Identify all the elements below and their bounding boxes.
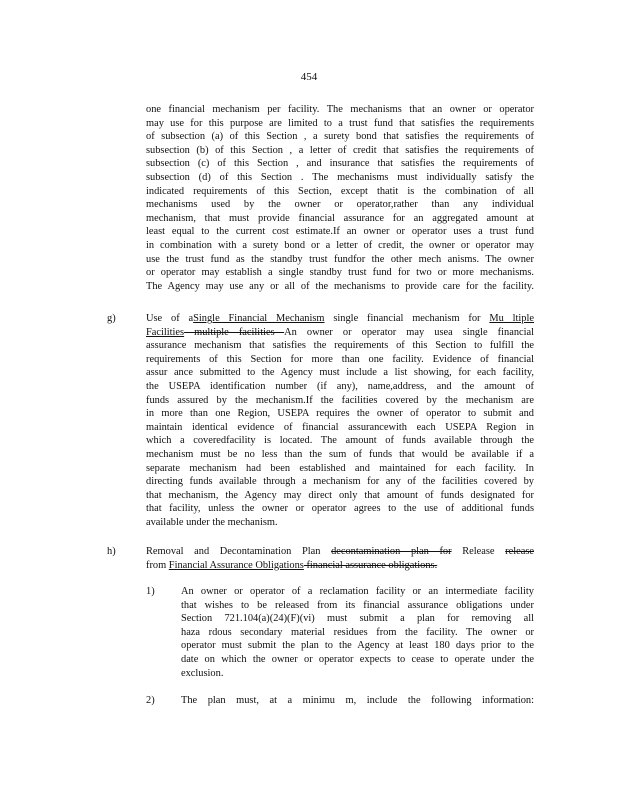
section-g-line: directing funds available through a mechanism for any of the facilities covered by [146, 476, 534, 488]
section-g-line: that facility, unless the owner or operator agrees to the use of additional funds [146, 503, 534, 515]
section-h-label: h) [107, 546, 116, 557]
item-1-line: date on which the owner or operator expects to cease to operate under the [181, 653, 534, 665]
text-run: from [146, 559, 169, 571]
section-g-line: available under the mechanism. [146, 516, 278, 528]
section-g-line: the USEPA identification number (if any), name,address, and the amount of [146, 380, 534, 392]
text-run: Use of a [146, 313, 194, 324]
text-run: An owner or operator may usea single financial [284, 326, 534, 338]
lead-line: indicated requirements of this Section, except thatit is the combination of all [146, 185, 534, 197]
text-run: Removal and Decontamination Plan [146, 546, 332, 557]
item-1-line: operator must submit the plan to the Agency at least 180 days prior to the [181, 640, 534, 652]
item-1-label: 1) [146, 586, 155, 597]
item-2-line: The plan must, at a minimu m, include the following information: [181, 695, 534, 706]
section-g-line: assurance mechanism that satisfies the requirements of this Section to fulfill the [146, 340, 534, 352]
text-run: single financial mechanism for [324, 313, 490, 324]
item-1-line: exclusion. [181, 667, 224, 679]
lead-line: subsection (c) of this Section , and insurance that satisfies the requirements of [146, 158, 534, 170]
lead-line: or operator may establish a single standby trust fund for two or more mechanisms. [146, 267, 534, 279]
section-g-line: funds assured by the mechanism.If the facilities covered by the mechanism are [146, 394, 534, 406]
item-2-body [181, 694, 534, 708]
inserted-text: Mu ltiple [489, 313, 534, 324]
section-g-body [146, 312, 534, 530]
section-g-label: g) [107, 313, 116, 324]
section-g-line: that mechanism, the Agency may direct only that amount of funds designated for [146, 489, 534, 501]
lead-line: use the trust fund as the standby trust fundfor the other mech anisms. The owner [146, 253, 534, 265]
lead-line: in combination with a surety bond or a letter of credit, the owner or operator may [146, 239, 534, 251]
section-g-line: separate mechanism had been established and maintained for each facility. In [146, 462, 534, 474]
section-h-heading [146, 545, 534, 572]
deleted-text: multiple facilities [184, 326, 285, 338]
item-1-line: haza rdous secondary material residues from the facility. The owner or [181, 626, 534, 638]
lead-line: least equal to the current cost estimate.If an owner or operator uses a trust fund [146, 226, 534, 238]
section-g-line: assur ance submitted to the Agency must include a list showing, for each facility, [146, 367, 534, 379]
section-g-line: requirements of this Section for more than one facility. Evidence of financial [146, 353, 534, 365]
lead-line: one financial mechanism per facility. The mechanisms that an owner or operator [146, 104, 534, 115]
section-g-heading-line [146, 326, 534, 340]
lead-line: subsection (d) of this Section . The mechanisms must individually satisfy the [146, 171, 534, 183]
section-g-line: in more than one Region, USEPA requires the owner of operator to submit and [146, 408, 534, 420]
section-g-line: which a coveredfacility is located. The amount of funds available through the [146, 435, 534, 447]
lead-paragraph [146, 103, 534, 293]
deleted-text: decontamination plan for [331, 546, 452, 557]
section-g-line: maintain identical evidence of financial assurancewith each USEPA Region in [146, 421, 534, 433]
lead-line: may use for this purpose are limited to a trust fund that satisfies the requirements [146, 117, 534, 129]
item-2-label: 2) [146, 695, 155, 706]
item-1-line: Section 721.104(a)(24)(F)(vi) must submit a plan for removing all [181, 613, 534, 625]
text-run: Release [451, 546, 506, 557]
inserted-text: Single Financial Mechanism [193, 313, 325, 324]
section-h-heading-line [146, 545, 534, 559]
lead-line: subsection (b) of this Section , a letter of credit that satisfies the requirements of [146, 144, 534, 156]
deleted-text: financial assurance obligations. [303, 559, 438, 571]
section-g-heading-line [146, 312, 534, 326]
page-number: 454 [300, 71, 318, 83]
lead-line: of subsection (a) of this Section , a surety bond that satisfies the requirements of [146, 131, 534, 143]
section-h-heading-line [146, 559, 534, 573]
lead-line: mechanisms used by the owner or operator,rather than any individual [146, 199, 534, 211]
lead-line: The Agency may use any or all of the mechanisms to provide care for the facility. [146, 280, 534, 292]
lead-line: mechanism, that must provide financial assurance for an aggregated amount at [146, 212, 534, 224]
item-1-body [181, 585, 534, 680]
item-1-line: An owner or operator of a reclamation facility or an intermediate facility [181, 586, 534, 597]
deleted-text: release [505, 546, 534, 557]
section-g-line: mechanism must be no less than the sum of funds that would be available if a [146, 448, 534, 460]
inserted-text: Financial Assurance Obligations [168, 559, 304, 571]
inserted-text: Facilities [146, 326, 185, 338]
item-1-line: that wishes to be released from its financial assurance obligations under [181, 599, 534, 611]
